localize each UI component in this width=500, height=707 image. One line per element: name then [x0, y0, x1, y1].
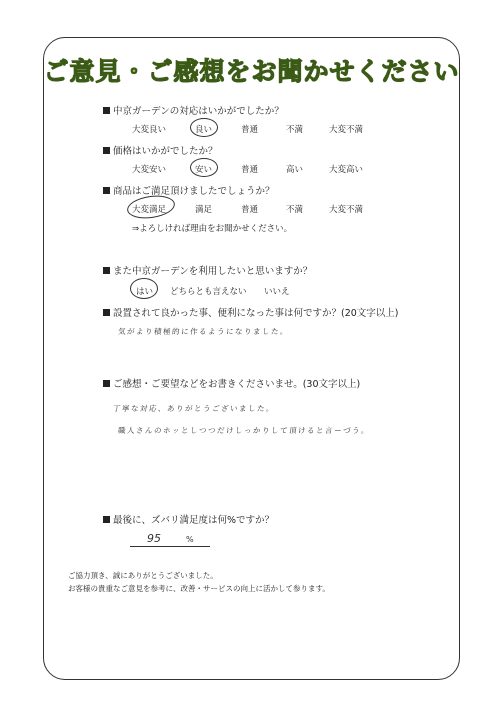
survey-title: ご意見・ご感想をお聞かせください — [43, 57, 460, 86]
q2-option-expensive: 高い — [286, 165, 304, 175]
q2-option-very-cheap: 大変安い — [132, 165, 167, 175]
question-service-text: 中京ガーデンの対応はいかがでしたか？ — [113, 106, 284, 117]
square-bullet-icon — [103, 309, 110, 316]
q4-option-no: いいえ — [264, 287, 290, 297]
q3-option-satisfied: 満足 — [195, 205, 213, 215]
question-benefits — [103, 305, 399, 319]
square-bullet-icon — [103, 107, 110, 114]
selection-circle — [190, 118, 218, 137]
comments-answer-line2: 職人さんのホッとしつつだけしっかりして頂けると言ーづう。 — [117, 426, 371, 435]
question-reuse-text: また中京ガーデンを利用したいと思いますか？ — [113, 266, 313, 277]
selection-circle — [190, 158, 218, 177]
question-price — [103, 143, 218, 157]
square-bullet-icon — [103, 147, 110, 154]
satisfaction-value: 95 — [147, 532, 161, 545]
selection-circle — [130, 278, 158, 299]
q4-option-yes: はい — [136, 287, 154, 297]
q3-option-normal: 普通 — [241, 205, 259, 215]
square-bullet-icon — [103, 267, 110, 274]
question-satisfaction-rate — [103, 512, 274, 526]
comments-answer-line1: 丁寧な対応、ありがとうございました。 — [112, 404, 276, 413]
q3-option-very-dissatisfied: 大変不満 — [329, 205, 364, 215]
q1-option-very-dissatisfied: 大変不満 — [329, 125, 364, 135]
q2-option-very-expensive: 大変高い — [329, 165, 364, 175]
q4-option-neutral: どちらとも言えない — [170, 287, 247, 297]
question-price-text: 価格はいかがでしたか？ — [113, 146, 218, 157]
q1-option-good: 良い — [195, 125, 213, 135]
satisfaction-underline — [130, 546, 210, 547]
question-service — [103, 103, 284, 117]
q2-option-normal: 普通 — [241, 165, 259, 175]
q1-option-normal: 普通 — [241, 125, 259, 135]
q1-option-very-good: 大変良い — [132, 125, 167, 135]
q3-option-very-satisfied: 大変満足 — [132, 205, 167, 215]
q1-option-dissatisfied: 不満 — [286, 125, 304, 135]
q2-option-cheap: 安い — [195, 165, 213, 175]
question-product — [103, 183, 275, 197]
question-comments — [103, 376, 360, 390]
benefits-answer: 気がより積極的に作るようになりました。 — [117, 327, 290, 336]
footer-note: お客様の貴重なご意見を参考に、改善・サービスの向上に活かして参ります。 — [68, 584, 330, 593]
question-satisfaction-text: 最後に、ズバリ満足度は何%ですか？ — [113, 515, 275, 526]
question-benefits-text: 設置されて良かった事、便利になった事は何ですか？(20文字以上) — [113, 308, 399, 319]
square-bullet-icon — [103, 516, 110, 523]
footer-thanks: ご協力頂き、誠にありがとうございました。 — [68, 571, 218, 580]
square-bullet-icon — [103, 187, 110, 194]
q3-option-dissatisfied: 不満 — [286, 205, 304, 215]
question-comments-text: ご感想・ご要望などをお書きくださいませ。(30文字以上) — [113, 379, 361, 390]
question-reuse — [103, 263, 312, 277]
question-product-text: 商品はご満足頂けましたでしょうか？ — [113, 186, 275, 197]
square-bullet-icon — [103, 380, 110, 387]
reason-prompt: ⇒よろしければ理由をお聞かせください。 — [132, 224, 293, 234]
satisfaction-unit: % — [186, 535, 194, 544]
